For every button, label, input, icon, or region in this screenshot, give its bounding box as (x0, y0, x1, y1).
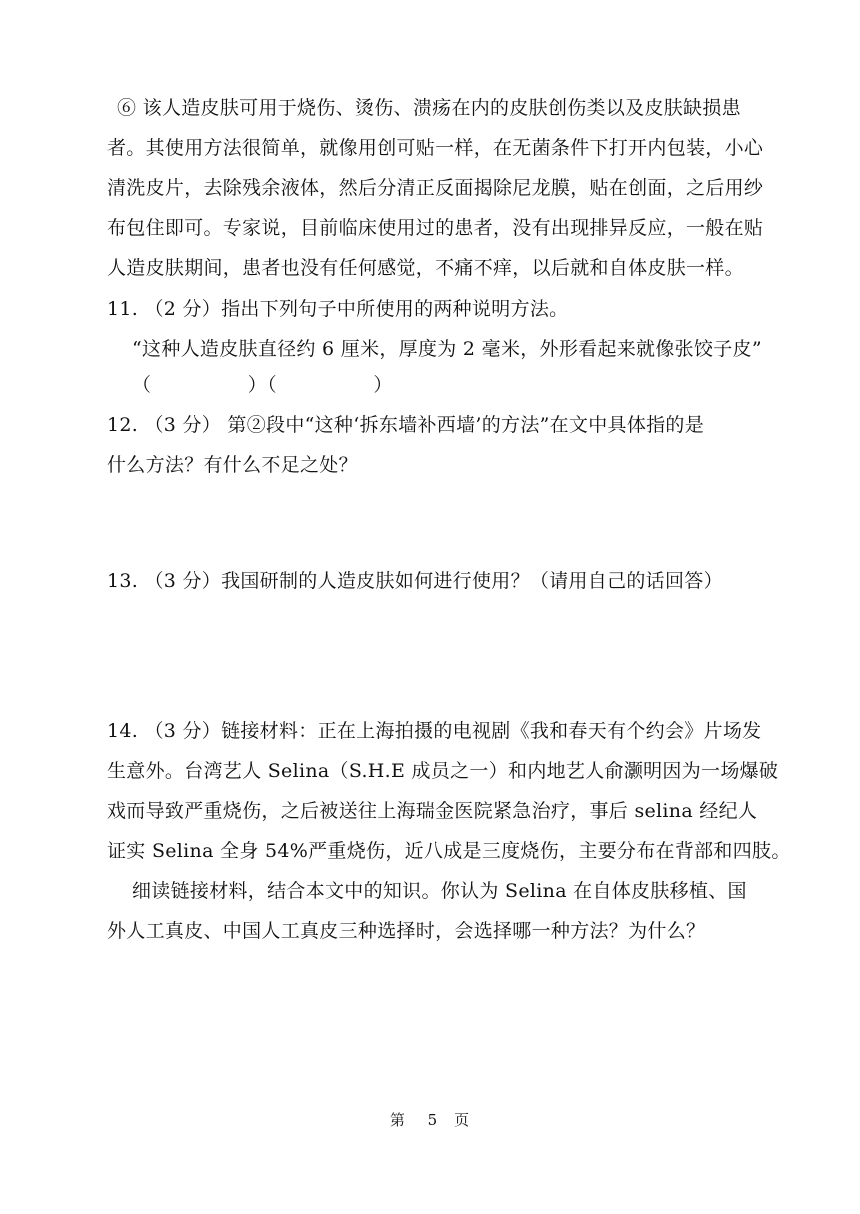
question-11-answer-blanks[interactable]: （ ）（ ） (132, 374, 393, 396)
paragraph-6-line: 人造皮肤期间，患者也没有任何感觉，不痛不痒，以后就和自体皮肤一样。 (107, 257, 744, 279)
question-14-line: 14. （3 分）链接材料：正在上海拍摄的电视剧《我和春天有个约会》片场发 (107, 720, 762, 742)
paragraph-6-line: 清洗皮片，去除残余液体，然后分清正反面揭除尼龙膜，贴在创面，之后用纱 (107, 177, 764, 199)
question-14-sub-line: 外人工真皮、中国人工真皮三种选择时，会选择哪一种方法？为什么？ (107, 920, 706, 942)
question-14-line: 戏而导致严重烧伤，之后被送往上海瑞金医院紧急治疗，事后 selina 经纪人 (107, 800, 758, 822)
page-number: 第 5 页 (389, 1111, 471, 1129)
question-11-stem: 11. （2 分）指出下列句子中所使用的两种说明方法。 (107, 298, 569, 320)
question-14-line: 生意外。台湾艺人 Selina（S.H.E 成员之一）和内地艺人俞灏明因为一场爆破 (107, 760, 779, 782)
paragraph-6-line: 者。其使用方法很简单，就像用创可贴一样，在无菌条件下打开内包装，小心 (107, 137, 764, 159)
question-13-stem: 13. （3 分）我国研制的人造皮肤如何进行使用？（请用自己的话回答） (107, 570, 723, 592)
question-14-sub-line: 细读链接材料，结合本文中的知识。你认为 Selina 在自体皮肤移植、国 (132, 880, 747, 902)
question-12-line: 12. （3 分） 第②段中“这种‘拆东墙补西墙’的方法”在文中具体指的是 (107, 414, 705, 436)
question-11-quote: “这种人造皮肤直径约 6 厘米，厚度为 2 毫米，外形看起来就像张饺子皮” (132, 338, 762, 360)
question-14-line: 证实 Selina 全身 54%严重烧伤，近八成是三度烧伤，主要分布在背部和四肢。 (107, 840, 791, 862)
question-12-line: 什么方法？有什么不足之处？ (107, 454, 358, 476)
paragraph-6-line: 布包住即可。专家说，目前临床使用过的患者，没有出现排异反应，一般在贴 (107, 217, 764, 239)
paragraph-6-line: ⑥ 该人造皮肤可用于烧伤、烫伤、溃疡在内的皮肤创伤类以及皮肤缺损患 (117, 97, 741, 119)
